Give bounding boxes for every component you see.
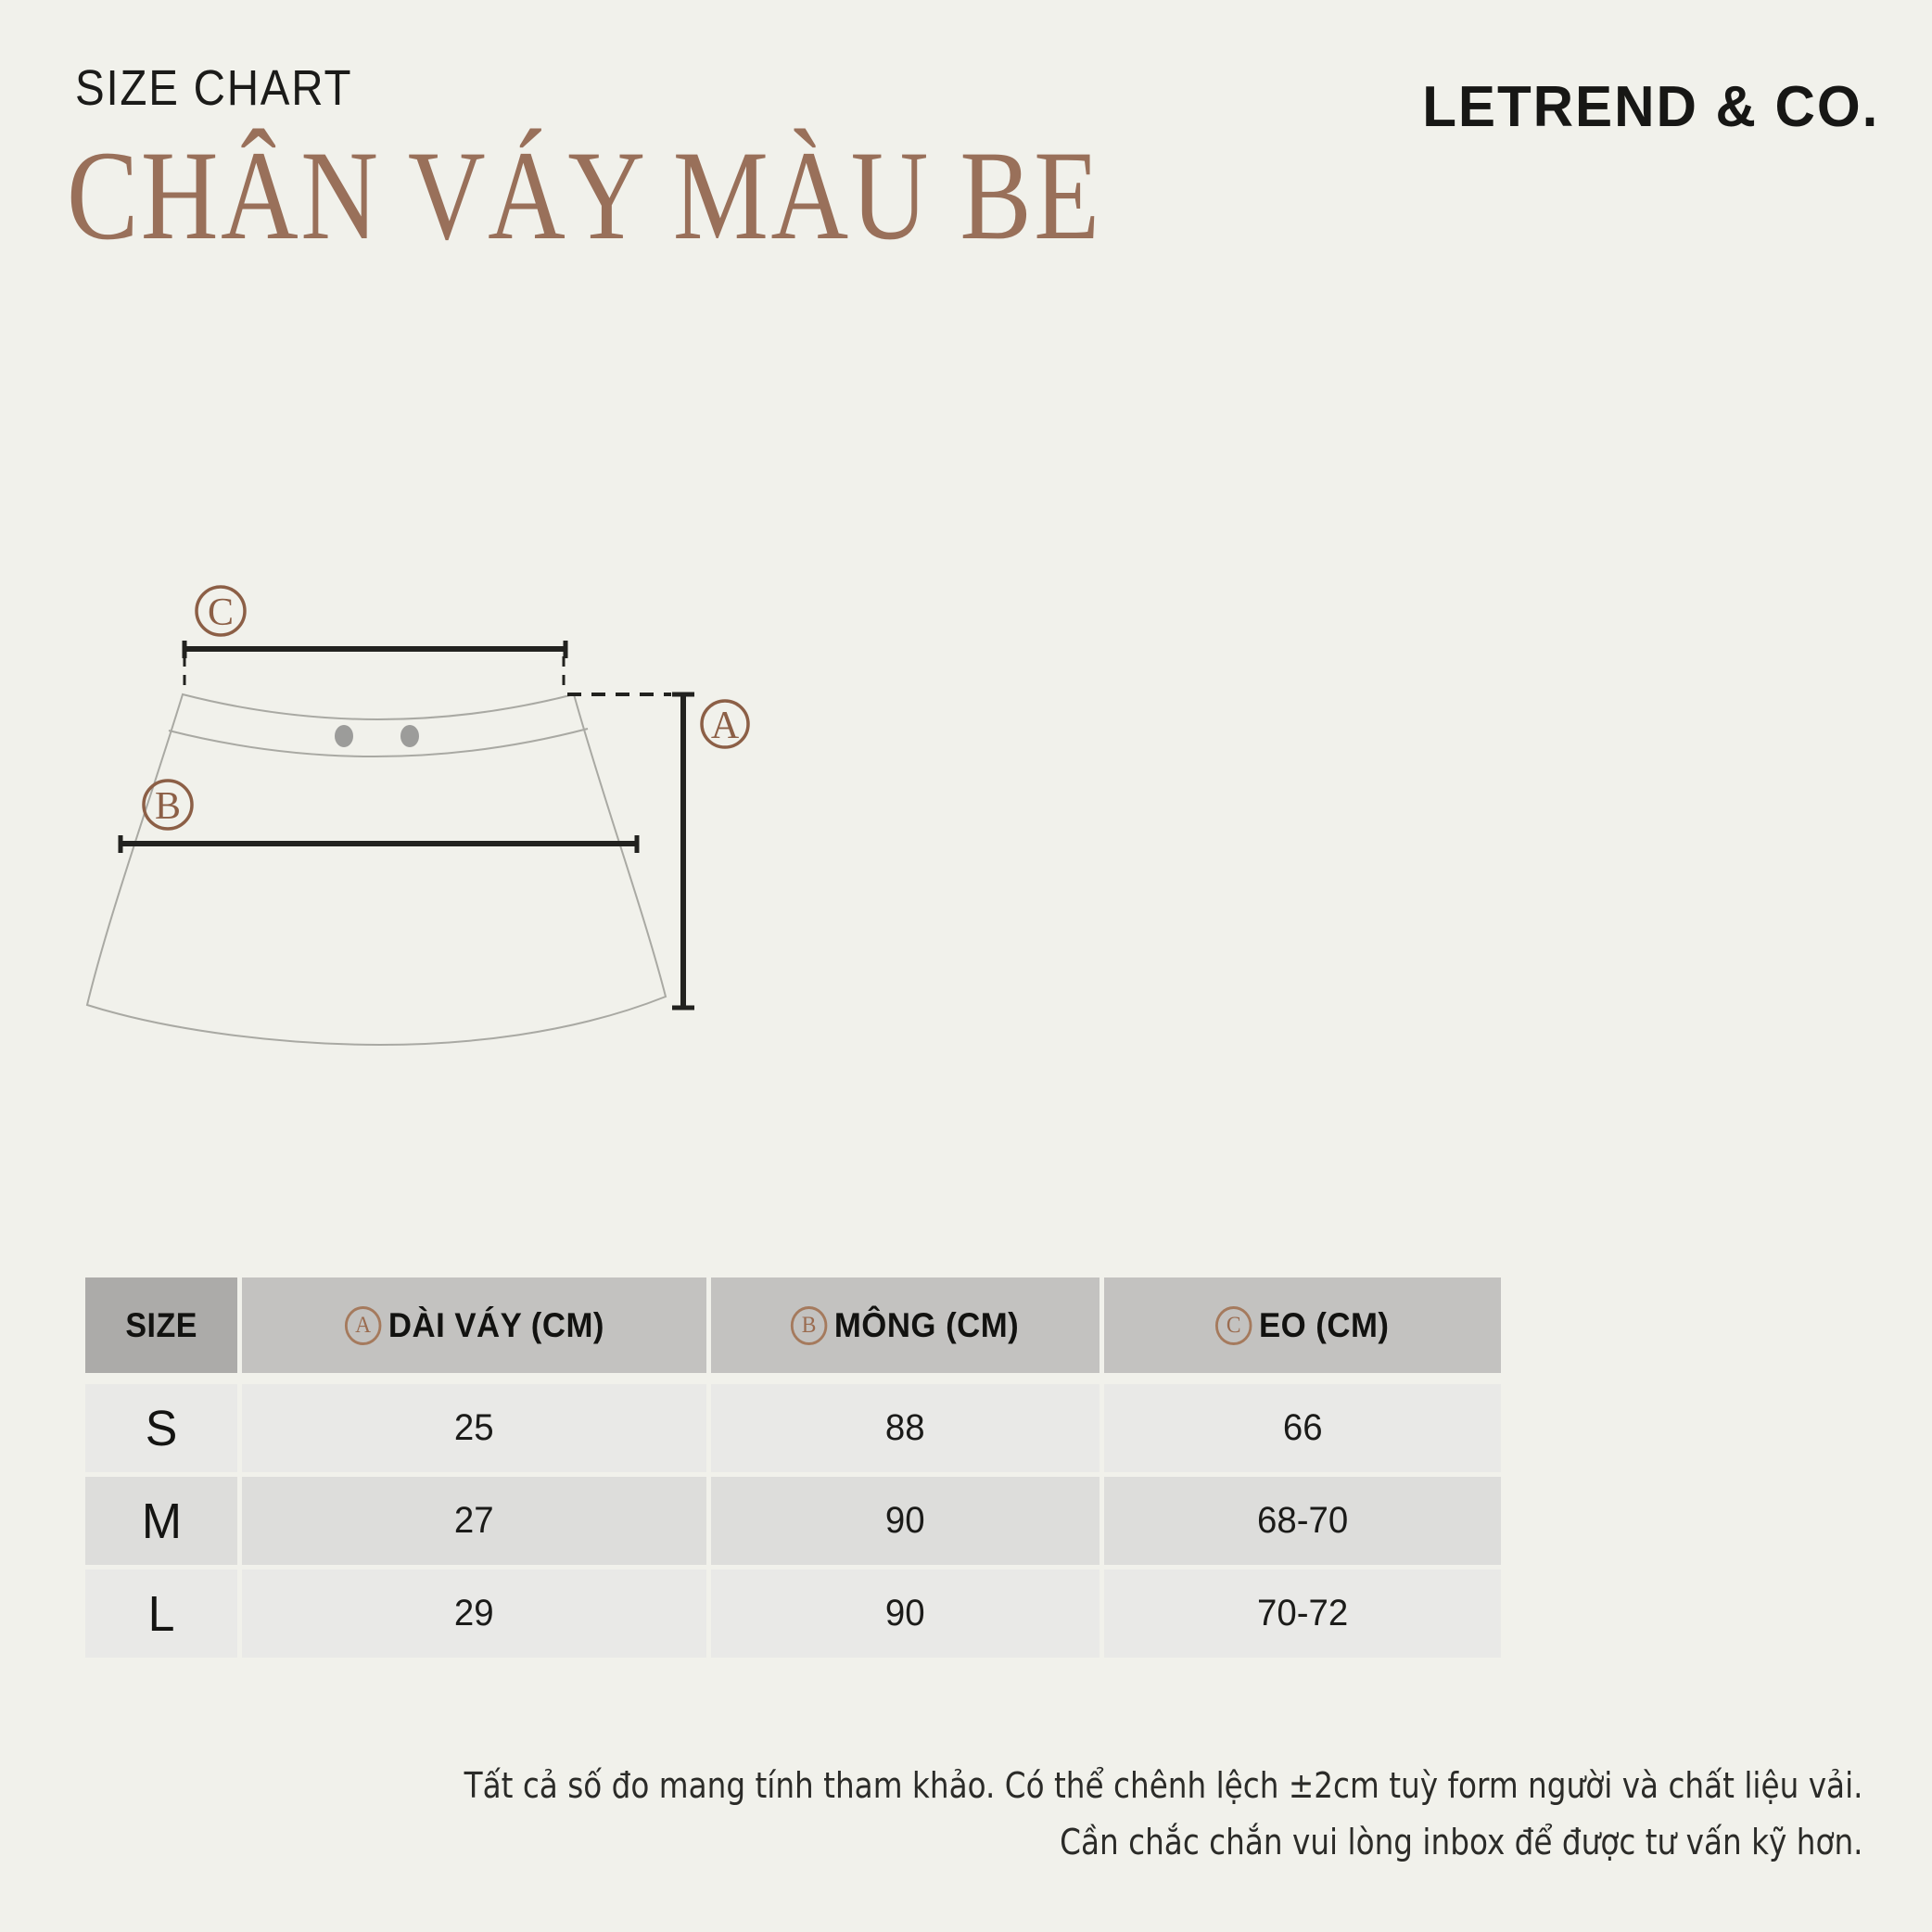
cell-mong: 90 xyxy=(711,1570,1099,1658)
diagram-label-c xyxy=(197,587,245,635)
disclaimer-line-2: Cần chắc chắn vui lòng inbox để được tư vấn kỹ hơn. xyxy=(1060,1822,1863,1862)
badge-a-icon: A xyxy=(344,1306,380,1345)
eyebrow-size-chart: SIZE CHART xyxy=(75,60,353,116)
size-table xyxy=(85,1277,1502,1658)
header-cell-dai-vay xyxy=(242,1277,706,1373)
badge-c-icon: C xyxy=(1215,1306,1252,1345)
cell-dai-vay: 25 xyxy=(242,1384,706,1472)
badge-b-icon: B xyxy=(791,1306,827,1345)
label-b-letter: B xyxy=(154,785,182,828)
disclaimer-line-1: Tất cả số đo mang tính tham khảo. Có thể chênh lệch ±2cm tuỳ form người và chất liệu vải. xyxy=(464,1765,1863,1806)
header-cell-size xyxy=(85,1277,237,1373)
cell-eo: 70-72 xyxy=(1104,1570,1501,1658)
cell-mong: 88 xyxy=(711,1384,1099,1472)
table-row-s xyxy=(85,1384,1502,1472)
table-body xyxy=(85,1384,1502,1658)
table-header-row xyxy=(85,1277,1502,1373)
cell-size: M xyxy=(85,1477,237,1565)
waistband-seam xyxy=(169,729,588,756)
brand-logo: LETREND & CO. xyxy=(1422,75,1879,139)
cell-eo: 66 xyxy=(1104,1384,1501,1472)
page-title: CHÂN VÁY MÀU BE xyxy=(67,124,1102,266)
header-label-eo: EO (CM) xyxy=(1259,1305,1390,1344)
diagram-label-a xyxy=(702,701,748,747)
button-right xyxy=(400,725,419,747)
cell-mong: 90 xyxy=(711,1477,1099,1565)
button-left xyxy=(335,725,353,747)
header-label-dai-vay: DÀI VÁY (CM) xyxy=(388,1305,604,1344)
table-row-m xyxy=(85,1477,1502,1565)
cell-size: S xyxy=(85,1384,237,1472)
cell-eo: 68-70 xyxy=(1104,1477,1501,1565)
table-row-l xyxy=(85,1570,1502,1658)
header-label-mong: MÔNG (CM) xyxy=(834,1305,1020,1344)
diagram-label-b xyxy=(144,781,192,829)
header-cell-eo xyxy=(1104,1277,1501,1373)
header-label-size: SIZE xyxy=(125,1305,197,1344)
header-cell-mong xyxy=(711,1277,1099,1373)
skirt-outline xyxy=(87,694,666,1045)
cell-dai-vay: 27 xyxy=(242,1477,706,1565)
label-c-letter: C xyxy=(207,591,235,634)
skirt-measurement-diagram xyxy=(56,556,797,1075)
cell-size: L xyxy=(85,1570,237,1658)
disclaimer xyxy=(464,1758,1863,1871)
cell-dai-vay: 29 xyxy=(242,1570,706,1658)
label-a-letter: A xyxy=(710,705,740,747)
